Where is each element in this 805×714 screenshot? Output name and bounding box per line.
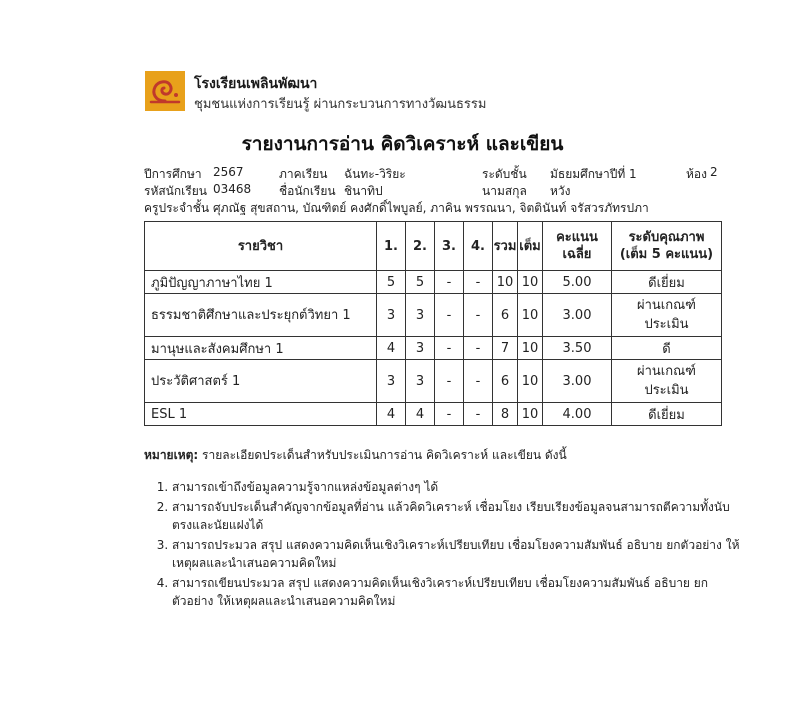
note-label: หมายเหตุ: xyxy=(144,448,199,462)
criterion-1-cell: 4 xyxy=(377,337,406,360)
criterion-1-cell: 4 xyxy=(377,403,406,426)
table-row xyxy=(145,337,722,360)
list-item: 3. สามารถประมวล สรุป แสดงความคิดเห็นเชิงวิเคราะห์เปรียบเทียบ เชื่อมโยงความสัมพันธ์ อธิบาย ยกตัวอย่าง ให้เหตุผลและนำเสนอความคิดใหม่ xyxy=(172,536,742,572)
quality-level-line2: ประเมิน xyxy=(644,317,689,332)
header-quality-level-line2: (เต็ม 5 คะแนน) xyxy=(619,247,714,262)
criteria-list xyxy=(156,478,742,612)
subject-cell: มานุษและสังคมศึกษา 1 xyxy=(145,337,377,360)
quality-level-cell xyxy=(612,403,722,426)
quality-level-cell xyxy=(612,271,722,294)
criterion-2-cell: 5 xyxy=(406,271,435,294)
teachers-value: ศุภณัฐ สุขสถาน, บัณฑิตย์ คงศักดิ์ไพบูลย์, ภาคิน พรรณนา, จิตตินันท์ จรัสวรภัทรปภา xyxy=(213,201,649,215)
criterion-4-cell: - xyxy=(464,294,493,337)
total-cell: 6 xyxy=(493,360,518,403)
subject-cell: ESL 1 xyxy=(145,403,377,426)
criterion-3-cell: - xyxy=(435,271,464,294)
criterion-2-cell: 4 xyxy=(406,403,435,426)
list-item: 1. สามารถเข้าถึงข้อมูลความรู้จากแหล่งข้อมูลต่างๆ ได้ xyxy=(172,478,742,496)
room-value: 2 xyxy=(710,165,718,179)
table-row xyxy=(145,294,722,337)
quality-level-line1: ผ่านเกณฑ์ xyxy=(637,298,696,313)
grades-table xyxy=(144,221,722,426)
header-average-line2: เฉลี่ย xyxy=(562,247,592,262)
criterion-1-cell: 3 xyxy=(377,294,406,337)
average-cell: 3.00 xyxy=(543,294,612,337)
full-cell: 10 xyxy=(518,294,543,337)
header-average-line1: คะแนน xyxy=(556,230,598,245)
header-criterion-3: 3. xyxy=(435,222,464,271)
table-row xyxy=(145,403,722,426)
header-full: เต็ม xyxy=(518,222,543,271)
snail-logo-icon xyxy=(145,71,185,111)
quality-level-line1: ดีเยี่ยม xyxy=(648,407,685,423)
criterion-2-cell: 3 xyxy=(406,360,435,403)
school-motto: ชุมชนแห่งการเรียนรู้ ผ่านกระบวนการทางวัฒนธรรม xyxy=(194,97,487,112)
total-cell: 10 xyxy=(493,271,518,294)
criterion-3-cell: - xyxy=(435,337,464,360)
average-cell: 3.00 xyxy=(543,360,612,403)
full-cell: 10 xyxy=(518,403,543,426)
header-quality-level-line1: ระดับคุณภาพ xyxy=(628,230,705,245)
criterion-4-cell: - xyxy=(464,360,493,403)
room-label: ห้อง xyxy=(686,167,707,181)
average-cell: 3.50 xyxy=(543,337,612,360)
quality-level-cell xyxy=(612,360,722,403)
full-cell: 10 xyxy=(518,337,543,360)
subject-cell: ประวัติศาสตร์ 1 xyxy=(145,360,377,403)
note xyxy=(144,446,567,465)
student-id-label: รหัสนักเรียน xyxy=(144,184,207,198)
list-item: 4. สามารถเขียนประมวล สรุป แสดงความคิดเห็นเชิงวิเคราะห์เปรียบเทียบ เชื่อมโยงความสัมพันธ์ อธิบาย ยกตัวอย่าง ให้เหตุผลและนำเสนอความคิดใหม่ xyxy=(172,574,742,610)
year-value: 2567 xyxy=(213,165,244,179)
criterion-4-cell: - xyxy=(464,403,493,426)
surname-value: หวัง xyxy=(550,184,571,198)
quality-level-line1: ผ่านเกณฑ์ xyxy=(637,364,696,379)
total-cell: 7 xyxy=(493,337,518,360)
header-subject: รายวิชา xyxy=(145,222,377,271)
semester-value: ฉันทะ-วิริยะ xyxy=(344,167,406,181)
header-criterion-4: 4. xyxy=(464,222,493,271)
full-cell: 10 xyxy=(518,271,543,294)
quality-level-cell xyxy=(612,337,722,360)
table-row xyxy=(145,271,722,294)
year-label: ปีการศึกษา xyxy=(144,167,202,181)
total-cell: 6 xyxy=(493,294,518,337)
header-quality-level xyxy=(612,222,722,271)
quality-level-line2: ประเมิน xyxy=(644,383,689,398)
criterion-4-cell: - xyxy=(464,337,493,360)
student-id-value: 03468 xyxy=(213,182,252,196)
student-name-label: ชื่อนักเรียน xyxy=(279,184,336,198)
criterion-2-cell: 3 xyxy=(406,337,435,360)
student-name-value: ชินาทิป xyxy=(344,184,383,198)
teachers-label: ครูประจำชั้น xyxy=(144,201,210,215)
level-value: มัธยมศึกษาปีที่ 1 xyxy=(550,167,637,181)
subject-cell: ธรรมชาติศึกษาและประยุกต์วิทยา 1 xyxy=(145,294,377,337)
full-cell: 10 xyxy=(518,360,543,403)
table-header-row xyxy=(145,222,722,271)
level-label: ระดับชั้น xyxy=(482,167,527,181)
table-row xyxy=(145,360,722,403)
header-criterion-1: 1. xyxy=(377,222,406,271)
header-criterion-2: 2. xyxy=(406,222,435,271)
list-item: 2. สามารถจับประเด็นสำคัญจากข้อมูลที่อ่าน แล้วคิดวิเคราะห์ เชื่อมโยง เรียบเรียงข้อมูลจนสามารถตีความทั้งนับตรงและนัยแฝงได้ xyxy=(172,498,742,534)
criterion-4-cell: - xyxy=(464,271,493,294)
criterion-2-cell: 3 xyxy=(406,294,435,337)
subject-cell: ภูมิปัญญาภาษาไทย 1 xyxy=(145,271,377,294)
quality-level-line1: ดี xyxy=(662,341,671,357)
surname-label: นามสกุล xyxy=(482,184,527,198)
semester-label: ภาคเรียน xyxy=(279,167,328,181)
criterion-3-cell: - xyxy=(435,403,464,426)
note-text: รายละเอียดประเด็นสำหรับประเมินการอ่าน คิดวิเคราะห์ และเขียน ดังนี้ xyxy=(202,448,567,462)
quality-level-cell xyxy=(612,294,722,337)
header-average xyxy=(543,222,612,271)
total-cell: 8 xyxy=(493,403,518,426)
report-title: รายงานการอ่าน คิดวิเคราะห์ และเขียน xyxy=(241,133,564,155)
criterion-3-cell: - xyxy=(435,294,464,337)
criterion-1-cell: 5 xyxy=(377,271,406,294)
average-cell: 5.00 xyxy=(543,271,612,294)
average-cell: 4.00 xyxy=(543,403,612,426)
school-name: โรงเรียนเพลินพัฒนา xyxy=(194,76,318,92)
header-total: รวม xyxy=(493,222,518,271)
criterion-3-cell: - xyxy=(435,360,464,403)
quality-level-line1: ดีเยี่ยม xyxy=(648,275,685,291)
criterion-1-cell: 3 xyxy=(377,360,406,403)
